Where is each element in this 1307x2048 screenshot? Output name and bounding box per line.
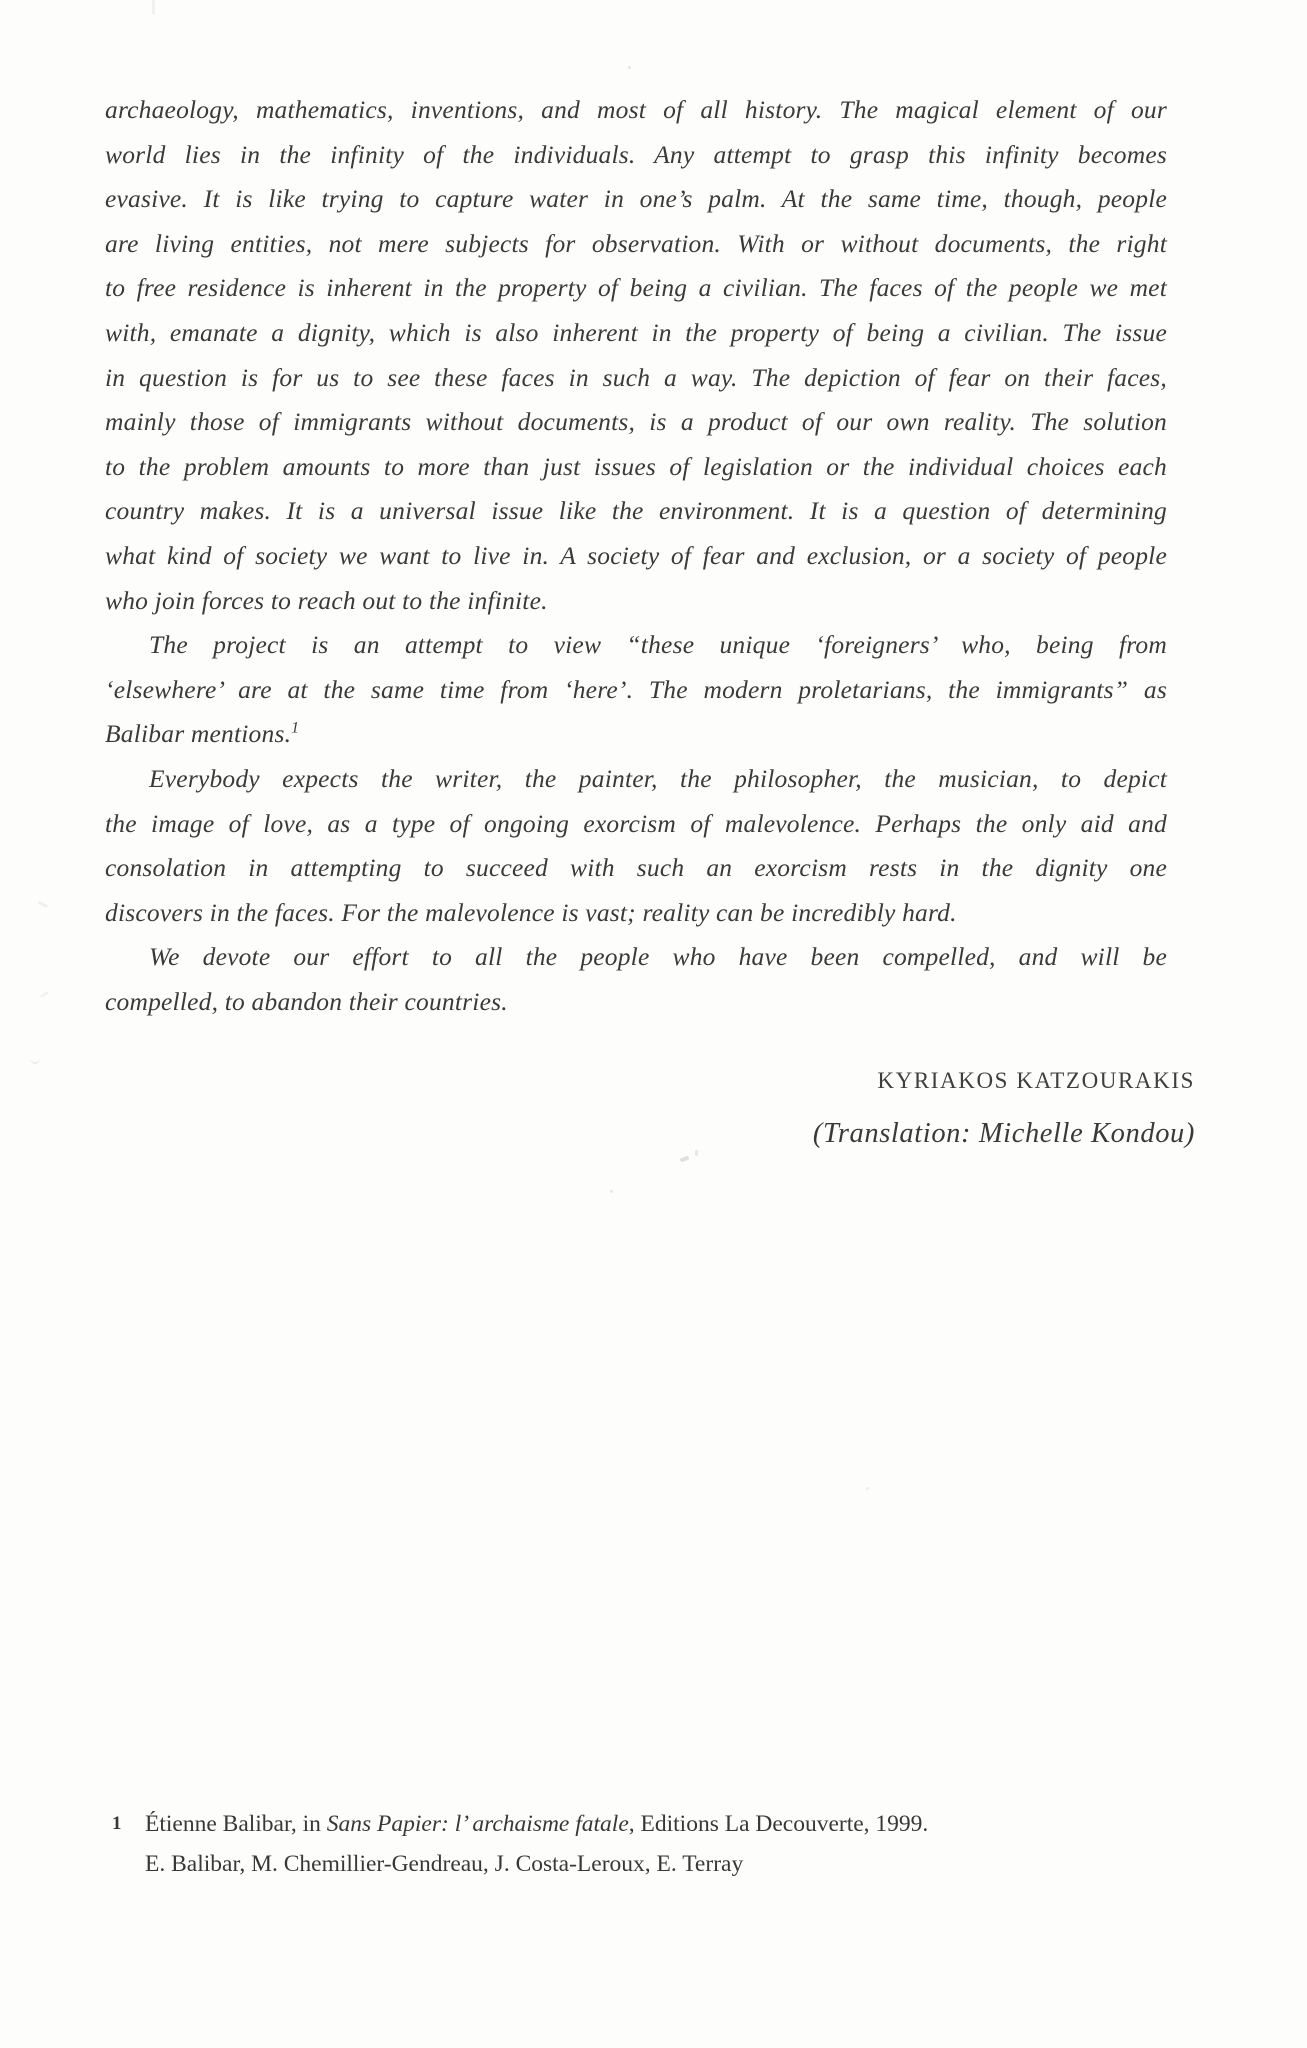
text-line: what kind of society we want to live in. A society of fear and exclusion, or a society of people (105, 540, 1167, 570)
author-name: KYRIAKOS KATZOURAKIS (877, 1068, 1195, 1093)
footnote-line: E. Balibar, M. Chemillier-Gendreau, J. Costa-Leroux, E. Terray (145, 1851, 744, 1877)
text-line: compelled, to abandon their countries. (105, 986, 508, 1016)
footnote-book-title: Sans Papier: l’ archaisme fatale (326, 1811, 629, 1837)
body-text (105, 88, 1167, 1024)
scan-artifact (40, 991, 49, 998)
scan-artifact (610, 1190, 613, 1193)
text-line: Everybody expects the writer, the painter, the philosopher, the musician, to depict (149, 763, 1167, 793)
text-line: to free residence is inherent in the property of being a civilian. The faces of the people we met (105, 273, 1167, 303)
text-line: mainly those of immigrants without documents, is a product of our own reality. The solution (105, 407, 1167, 437)
footnote-text: , Editions La Decouverte, 1999. (628, 1811, 929, 1837)
text-line (105, 712, 1167, 757)
text-line: archaeology, mathematics, inventions, and most of all history. The magical element of our (105, 95, 1167, 124)
footnote (105, 1804, 1035, 1884)
text-line: ‘elsewhere’ are at the same time from ‘here’. The modern proletarians, the immigrants” as (105, 674, 1167, 704)
text-line: country makes. It is a universal issue like the environment. It is a question of determining (105, 496, 1167, 526)
text-line: discovers in the faces. For the malevolence is vast; reality can be incredibly hard. (105, 897, 957, 927)
text-line: evasive. It is like trying to capture water in one’s palm. At the same time, though, people (105, 184, 1167, 214)
text-line: in question is for us to see these faces in such a way. The depiction of fear on their faces, (105, 362, 1167, 392)
footnote-marker: 1 (112, 1813, 122, 1834)
text-line: the image of love, as a type of ongoing exorcism of malevolence. Perhaps the only aid and (105, 808, 1167, 838)
text-line: world lies in the infinity of the individuals. Any attempt to grasp this infinity becomes (105, 139, 1167, 169)
scan-artifact (152, 0, 155, 14)
text-line: with, emanate a dignity, which is also inherent in the property of being a civilian. The issue (105, 317, 1167, 347)
scan-artifact (695, 1150, 698, 1156)
scan-artifact (38, 901, 48, 908)
scan-artifact (866, 1487, 869, 1490)
text-line: We devote our effort to all the people who have been compelled, and will be (149, 942, 1167, 972)
scan-artifact (680, 1156, 690, 1163)
scan-artifact (628, 66, 631, 69)
text-line: are living entities, not mere subjects for observation. With or without documents, the right (105, 228, 1167, 258)
footnote-line (145, 1804, 1035, 1844)
text-line: consolation in attempting to succeed with such an exorcism rests in the dignity one (105, 853, 1167, 883)
translation-credit: (Translation: Michelle Kondou) (812, 1118, 1195, 1149)
text-line-fragment: Balibar mentions. (105, 719, 292, 749)
footnote-text: Étienne Balibar, in (145, 1811, 327, 1837)
footnote-ref: 1 (291, 719, 300, 737)
text-line: who join forces to reach out to the infinite. (105, 585, 548, 615)
scan-artifact (30, 1052, 40, 1064)
text-line: The project is an attempt to view “these unique ‘foreigners’ who, being from (149, 630, 1167, 660)
text-line: to the problem amounts to more than just issues of legislation or the individual choices each (105, 451, 1167, 481)
signature-block (813, 1068, 1195, 1150)
